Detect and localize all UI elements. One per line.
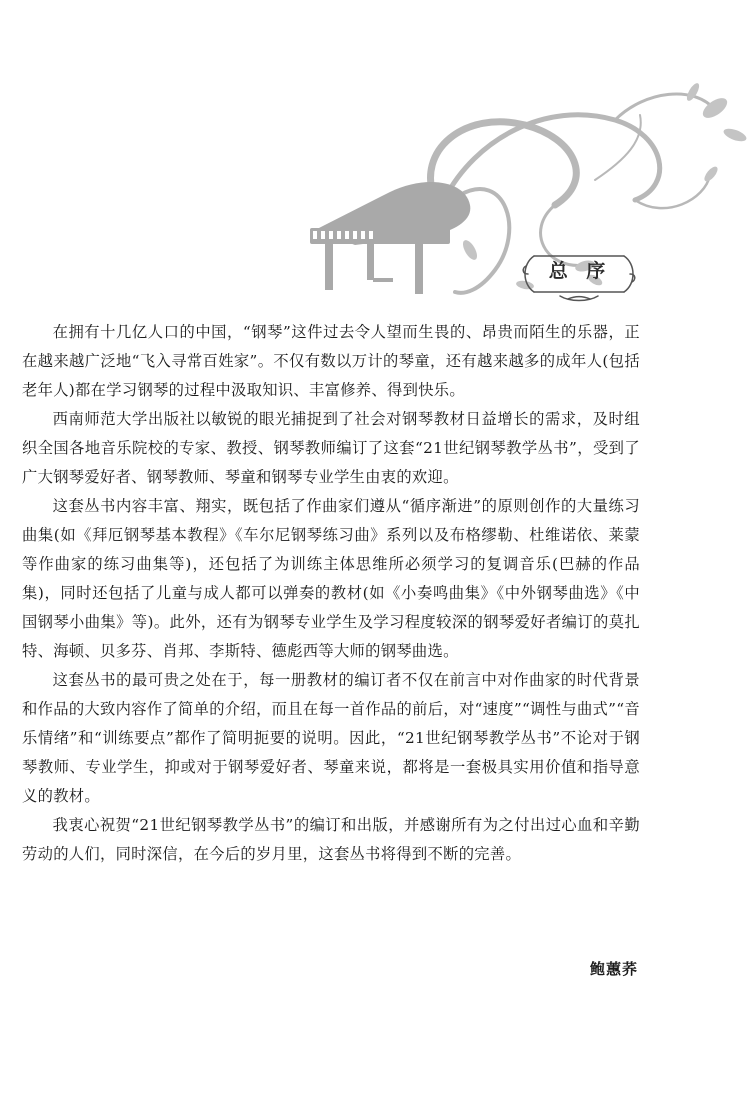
- paragraph: 在拥有十几亿人口的中国，“钢琴”这件过去令人望而生畏的、昂贵而陌生的乐器，正在越来越广泛地“飞入寻常百姓家”。不仅有数以万计的琴童，还有越来越多的成年人(包括老年人)都在学习钢琴的过程中汲取知识、丰富修养、得到快乐。: [22, 323, 640, 399]
- page-title: 总 序: [548, 260, 612, 282]
- paragraph: 这套丛书的最可贵之处在于，每一册教材的编订者不仅在前言中对作曲家的时代背景和作品的大致内容作了简单的介绍，而且在每一首作品的前后，对“速度”“调性与曲式”“音乐情绪”和“训练要点”都作了简明扼要的说明。因此，“21世纪钢琴教学丛书”不论对于钢琴教师、专业学生，抑或对于钢琴爱好者、琴童来说，都将是一套极具实用价值和指导意义的教材。: [22, 671, 640, 805]
- author-signature: 鲍蕙荞: [589, 960, 638, 978]
- paragraph: 这套丛书内容丰富、翔实，既包括了作曲家们遵从“循序渐进”的原则创作的大量练习曲集(如《拜厄钢琴基本教程》《车尔尼钢琴练习曲》系列以及布格缪勒、杜维诺依、莱蒙等作曲家的练习曲集等)，还包括了为训练主体思维所必须学习的复调音乐(巴赫的作品集)，同时还包括了儿童与成人都可以弹奏的教材(如《小奏鸣曲集》《中外钢琴曲选》《中国钢琴小曲集》等)。此外，还有为钢琴专业学生及学习程度较深的钢琴爱好者编订的莫扎特、海顿、贝多芬、肖邦、李斯特、德彪西等大师的钢琴曲选。: [22, 497, 640, 660]
- preface-body: [22, 318, 640, 869]
- paragraph: 我衷心祝贺“21世纪钢琴教学丛书”的编订和出版，并感谢所有为之付出过心血和辛勤劳动的人们，同时深信，在今后的岁月里，这套丛书将得到不断的完善。: [22, 816, 640, 863]
- paragraph: 西南师范大学出版社以敏锐的眼光捕捉到了社会对钢琴教材日益增长的需求，及时组织全国各地音乐院校的专家、教授、钢琴教师编订了这套“21世纪钢琴教学丛书”，受到了广大钢琴爱好者、钢琴教师、琴童和钢琴专业学生由衷的欢迎。: [22, 410, 640, 486]
